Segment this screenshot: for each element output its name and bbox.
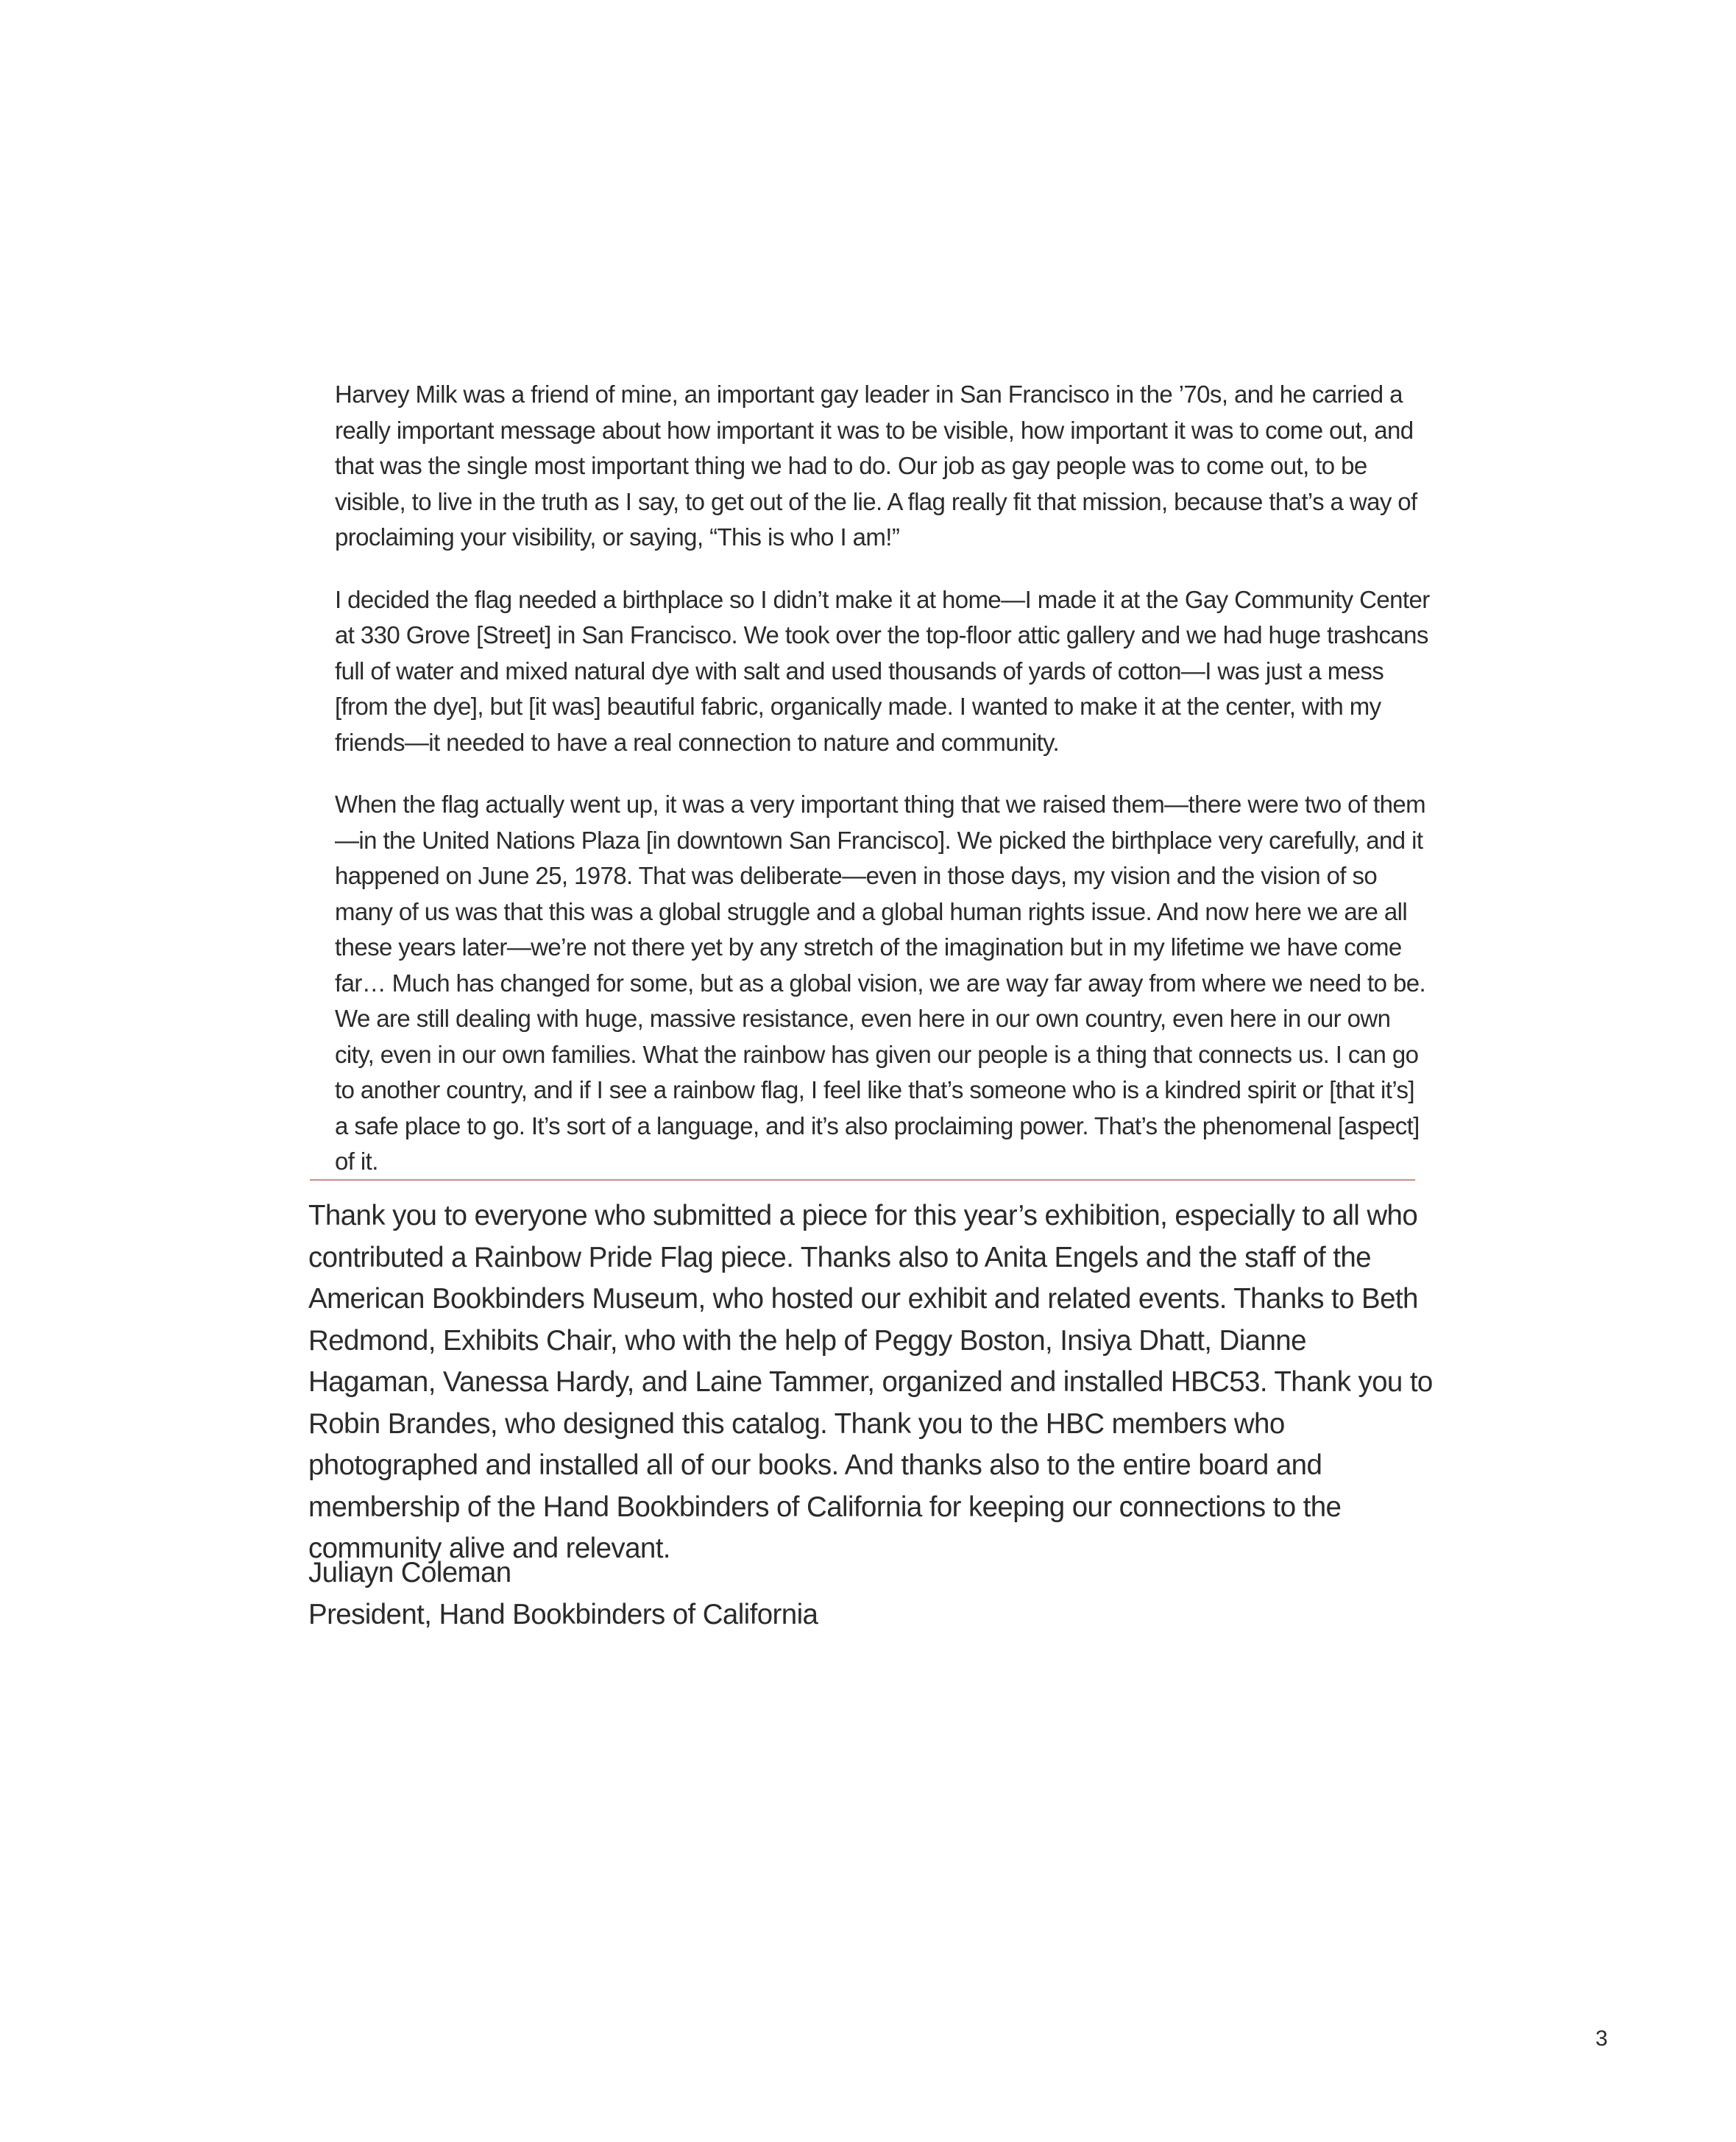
quote-paragraph-3: When the flag actually went up, it was a very important thing that we raised them—there were two of them—in the United Nations Plaza [in downtown San Francisco]. We picked the birthplace very carefully, and it happened on June 25, 1978. That was deliberate—even in those days, my vision and the vision of so many of us was that this was a global struggle and a global human rights issue. And now here we are all these years later—we’re not there yet by any stretch of the imagination but in my lifetime we have come far… Much has changed for some, but as a global vision, we are way far away from where we need to be. We are still dealing with huge, massive resistance, even here in our own country, even here in our own city, even in our own families. What the rainbow has given our people is a thing that connects us. I can go to another country, and if I see a rainbow flag, I feel like that’s someone who is a kindred spirit or [that it’s] a safe place to go. It’s sort of a language, and it’s also proclaiming power. That’s the phenomenal [aspect] of it.: [335, 791, 1426, 1175]
page-number: 3: [1595, 2026, 1608, 2051]
acknowledgements-block: [308, 1195, 1434, 1570]
signature-name: Juliayn Coleman: [308, 1557, 511, 1588]
quote-block: [335, 377, 1431, 1206]
signature-title: President, Hand Bookbinders of California: [308, 1598, 818, 1630]
section-divider: [310, 1179, 1415, 1181]
quote-paragraph-2: I decided the flag needed a birthplace so I didn’t make it at home—I made it at the Gay Community Center at 330 Grove [Street] in San Francisco. We took over the top-floor attic gallery and we had huge trashcans full of water and mixed natural dye with salt and used thousands of yards of cotton—I was just a mess [from the dye], but [it was] beautiful fabric, organically made. I wanted to make it at the center, with my friends—it needed to have a real connection to nature and community.: [335, 585, 1430, 756]
quote-paragraph-1: Harvey Milk was a friend of mine, an important gay leader in San Francisco in the ’70s, and he carried a really important message about how important it was to be visible, how important it was to come out, and that was the single most important thing we had to do. Our job as gay people was to come out, to be visible, to live in the truth as I say, to get out of the lie. A flag really fit that mission, because that’s a way of proclaiming your visibility, or saying, “This is who I am!”: [335, 381, 1417, 551]
signature-block: [308, 1552, 971, 1636]
acknowledgements-text: Thank you to everyone who submitted a piece for this year’s exhibition, especially to all who contributed a Rainbow Pride Flag piece. Thanks also to Anita Engels and the staff of the American Bookbinders Museum, who hosted our exhibit and related events. Thanks to Beth Redmond, Exhibits Chair, who with the help of Peggy Boston, Insiya Dhatt, Dianne Hagaman, Vanessa Hardy, and Laine Tammer, organized and installed HBC53. Thank you to Robin Brandes, who designed this catalog. Thank you to the HBC members who photographed and installed all of our books. And thanks also to the entire board and membership of the Hand Bookbinders of California for keeping our connections to the community alive and relevant.: [308, 1200, 1433, 1564]
